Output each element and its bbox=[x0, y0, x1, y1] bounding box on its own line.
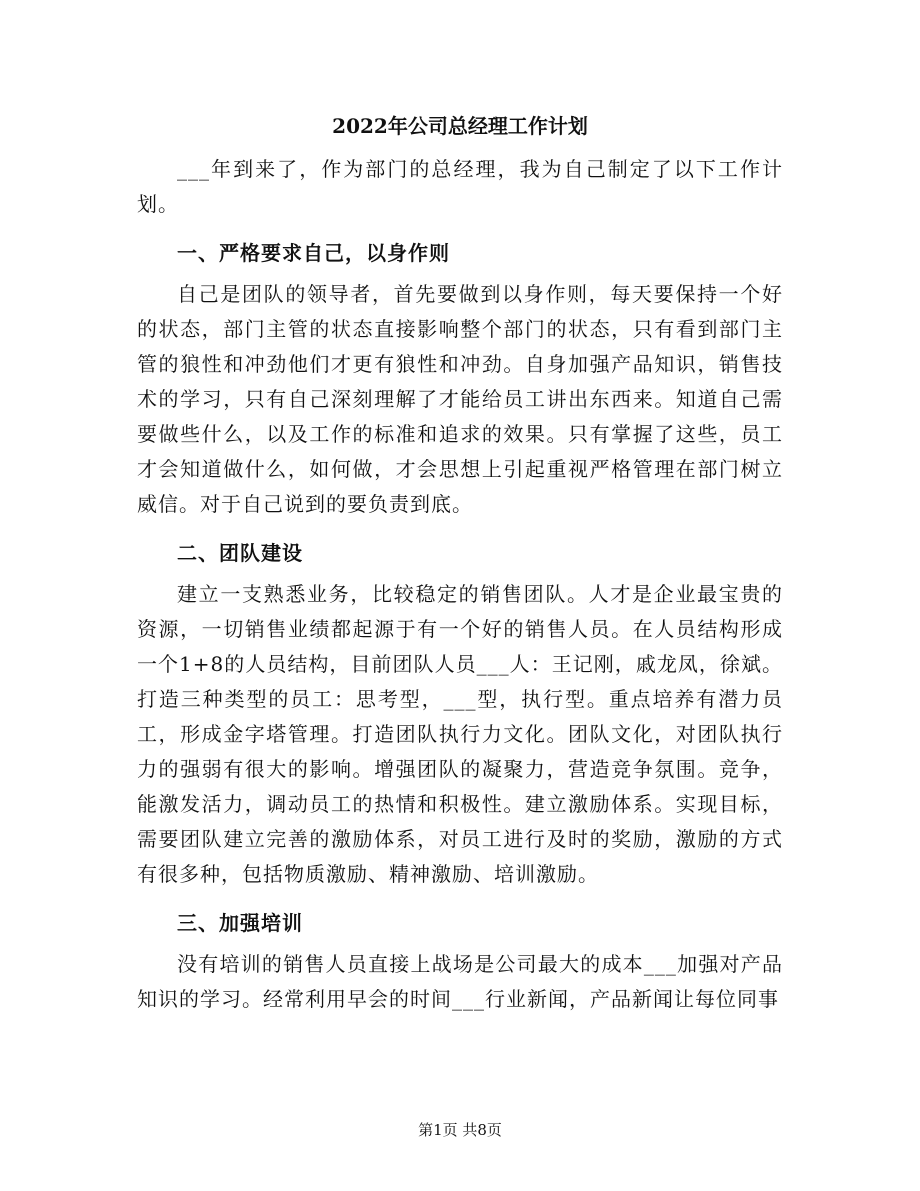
page-number: 第1页 共8页 bbox=[418, 1121, 502, 1139]
section-heading-3: 三、加强培训 bbox=[177, 911, 303, 935]
document-title: 2022年公司总经理工作计划 bbox=[332, 114, 588, 138]
section-heading-2: 二、团队建设 bbox=[177, 541, 303, 565]
document-body bbox=[137, 152, 783, 1017]
intro-paragraph: ___年到来了，作为部门的总经理，我为自己制定了以下工作计划。 bbox=[137, 157, 783, 216]
section-paragraph-1: 自己是团队的领导者，首先要做到以身作则，每天要保持一个好的状态，部门主管的状态直接影响整个部门的状态，只有看到部门主管的狼性和冲劲他们才更有狼性和冲劲。自身加强产品知识，销售技术的学习，只有自己深刻理解了才能给员工讲出东西来。知道自己需要做些什么，以及工作的标准和追求的效果。只有掌握了这些，员工才会知道做什么，如何做，才会思想上引起重视严格管理在部门树立威信。对于自己说到的要负责到底。 bbox=[137, 282, 783, 516]
section-paragraph-2: 建立一支熟悉业务，比较稳定的销售团队。人才是企业最宝贵的资源，一切销售业绩都起源于有一个好的销售人员。在人员结构形成一个1+8的人员结构，目前团队人员___人：王记刚，戚龙凤，徐斌。打造三种类型的员工：思考型，___型，执行型。重点培养有潜力员工，形成金字塔管理。打造团队执行力文化。团队文化，对团队执行力的强弱有很大的影响。增强团队的凝聚力，营造竞争氛围。竞争，能激发活力，调动员工的热情和积极性。建立激励体系。实现目标，需要团队建立完善的激励体系，对员工进行及时的奖励，激励的方式有很多种，包括物质激励、精神激励、培训激励。 bbox=[137, 582, 783, 886]
section-heading-1: 一、严格要求自己，以身作则 bbox=[177, 241, 450, 265]
section-paragraph-3: 没有培训的销售人员直接上战场是公司最大的成本___加强对产品知识的学习。经常利用早会的时间___行业新闻，产品新闻让每位同事 bbox=[137, 952, 783, 1011]
